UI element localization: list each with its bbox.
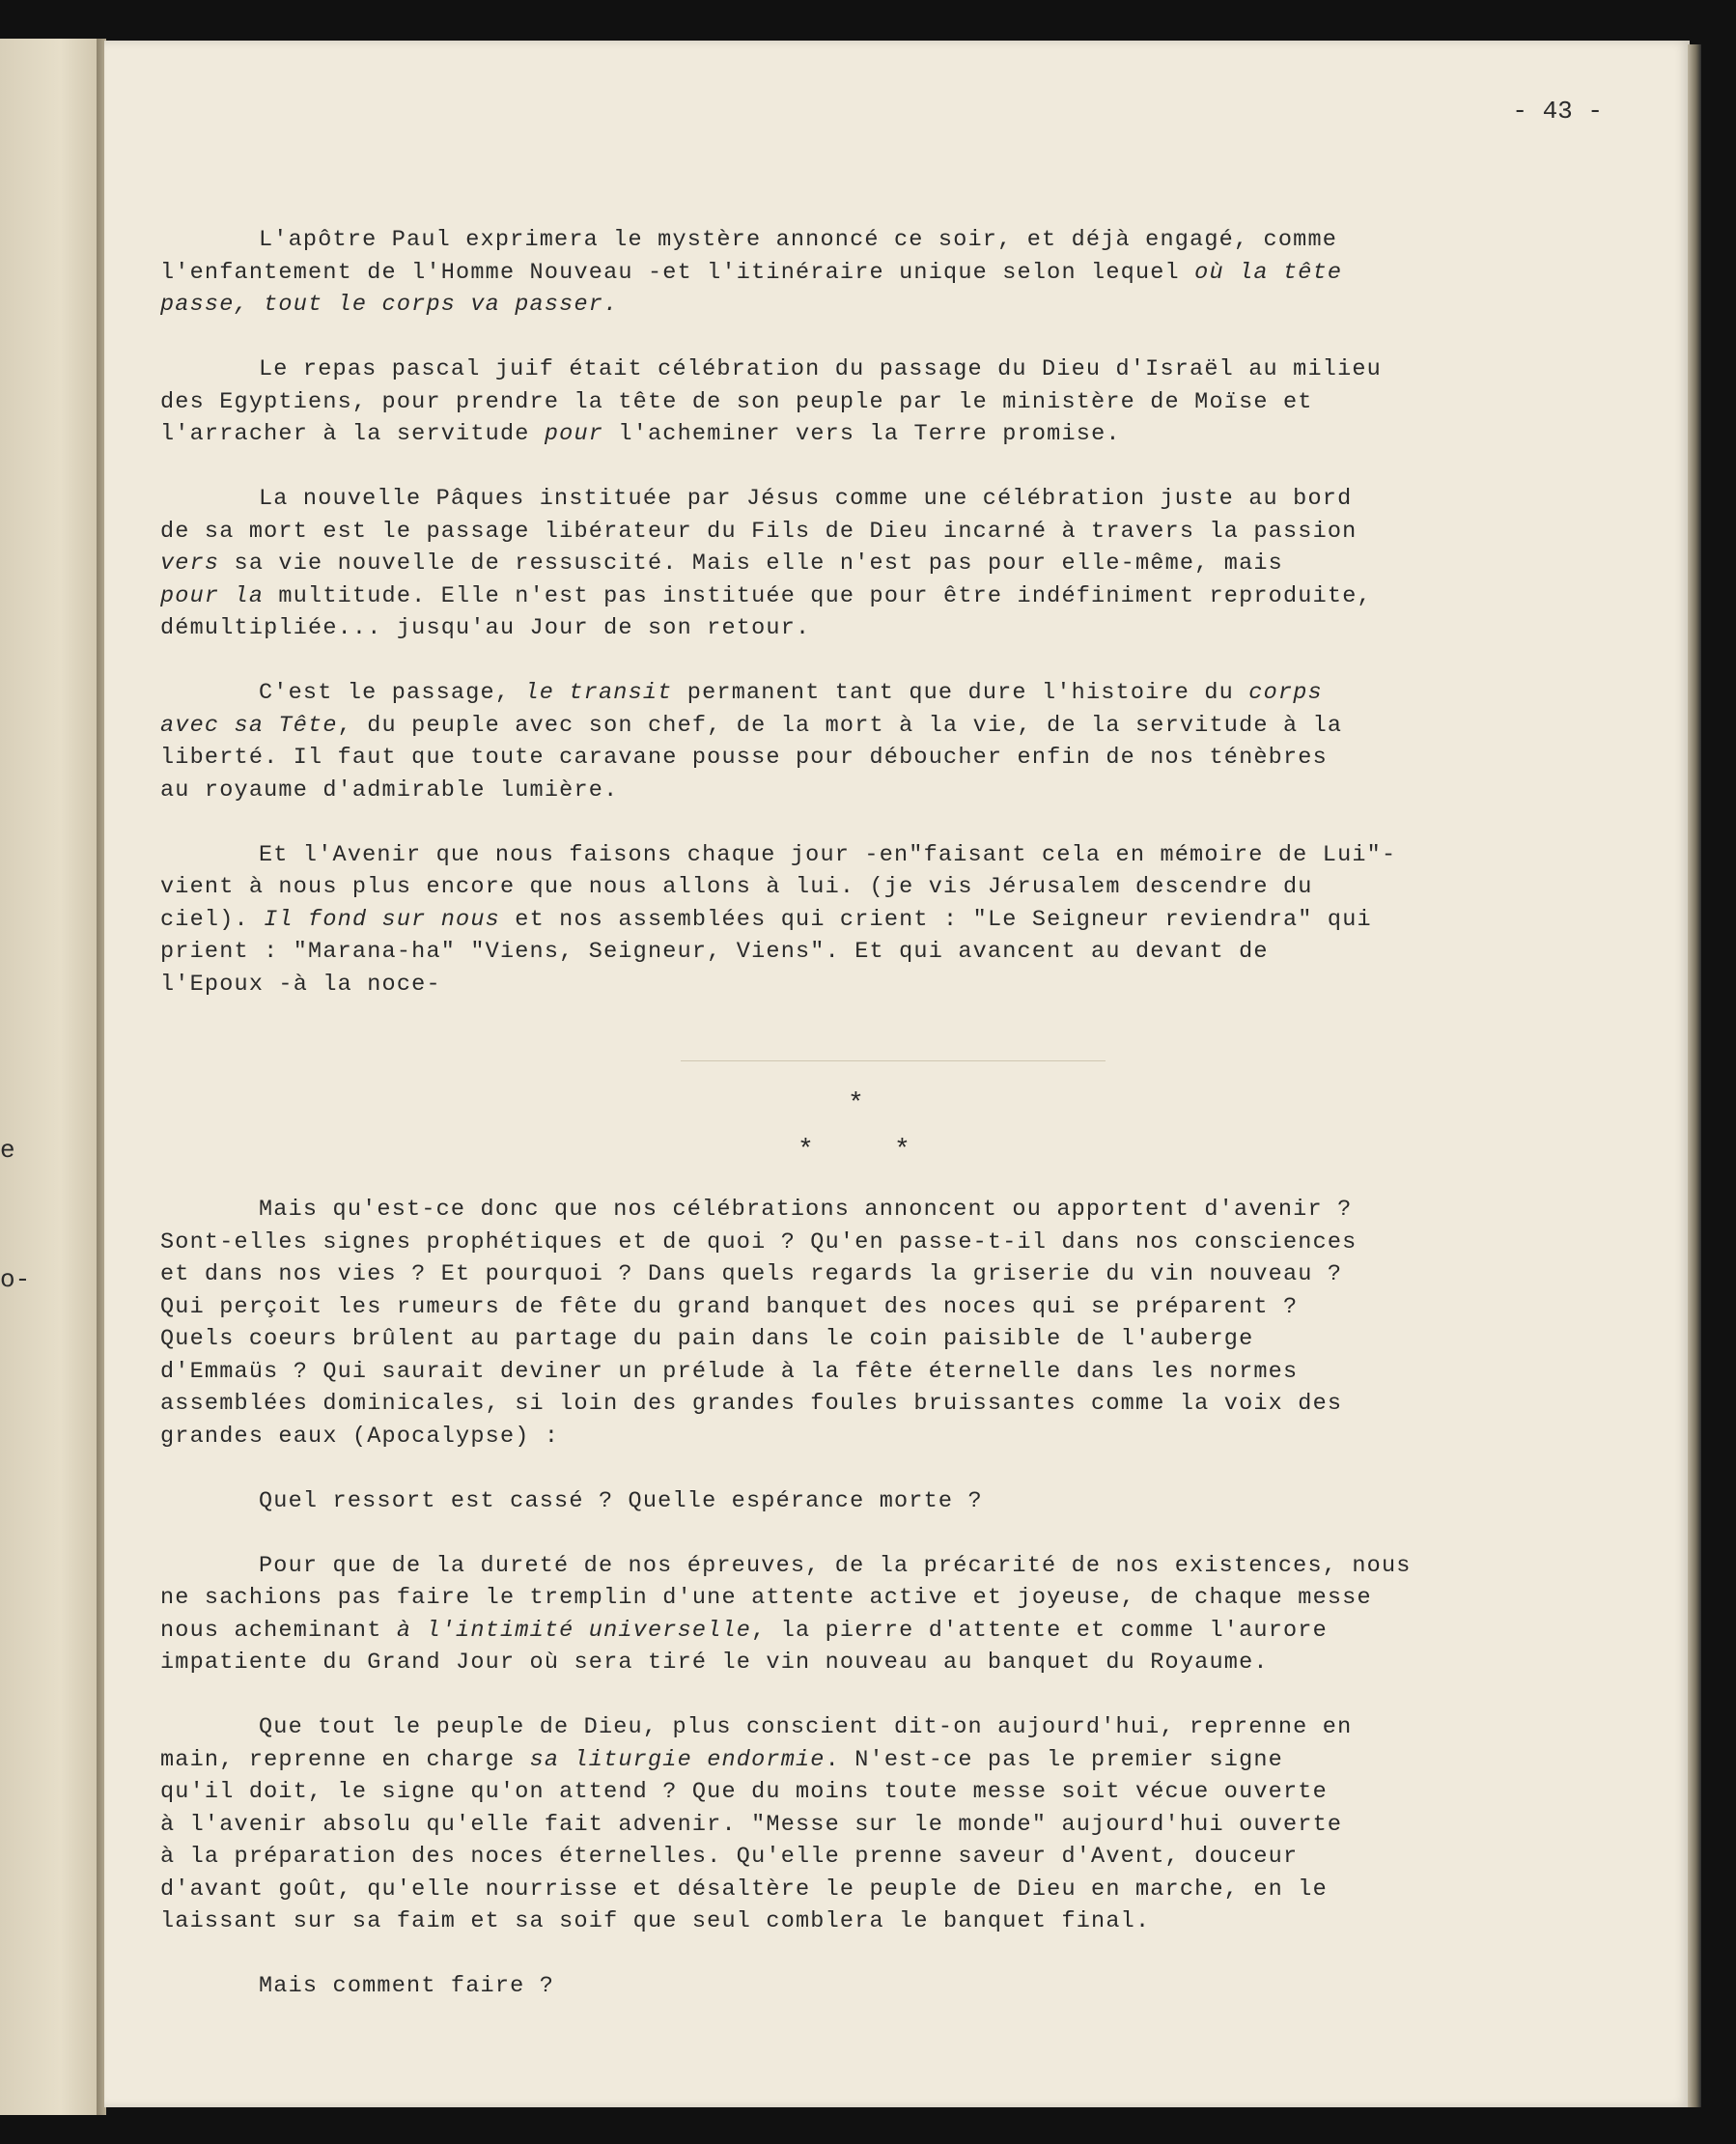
text-line [160,1744,1599,1777]
text-segment: Mais qu'est-ce donc que nos célébrations annoncent ou apportent d'avenir ? [259,1197,1353,1223]
italic-text: à l'intimité universelle [396,1617,752,1644]
text-segment: Que tout le peuple de Dieu, plus conscient dit-on aujourd'hui, reprenne en [259,1714,1353,1740]
italic-text: sa liturgie endormie [529,1746,826,1773]
asterisk: * [798,1136,814,1166]
italic-text: pour la [160,582,265,609]
text-line [160,1227,1599,1259]
text-segment: démultipliée... jusqu'au Jour de son retour. [160,615,811,641]
text-segment: vient à nous plus encore que nous allons à lui. (je vis Jérusalem descendre du [160,874,1313,900]
text-segment: multitude. Elle n'est pas instituée que pour être indéfiniment reproduite, [264,582,1372,609]
text-line [160,612,1599,645]
text-segment: prient : "Marana-ha" "Viens, Seigneur, Viens". Et qui avancent au devant de [160,939,1269,965]
text-segment: d'avant goût, qu'elle nourrisse et désaltère le peuple de Dieu en marche, en le [160,1876,1328,1903]
paragraph [160,1485,1599,1518]
section-divider [681,1060,1106,1061]
asterisk: * [894,1136,910,1166]
text-line [160,516,1599,549]
text-segment: La nouvelle Pâques instituée par Jésus comme une célébration juste au bord [259,486,1353,512]
text-segment: Quel ressort est cassé ? Quelle espérance morte ? [259,1487,983,1514]
italic-text: vers [160,550,220,577]
text-line [160,1615,1599,1648]
text-line [160,936,1599,969]
italic-text: où la tête [1194,259,1343,286]
text-line [160,904,1599,937]
italic-text: corps [1248,680,1323,706]
text-line [160,1485,1599,1518]
italic-text: avec sa Tête [160,712,338,739]
paragraph [160,483,1599,645]
text-line [160,580,1599,613]
text-segment: permanent tant que dure l'histoire du [672,680,1249,706]
text-segment: et nos assemblées qui crient : "Le Seigneur reviendra" qui [499,906,1372,933]
text-segment: Sont-elles signes prophétiques et de quoi ? Qu'en passe-t-il dans nos consciences [160,1228,1358,1255]
text-segment: d'Emmaüs ? Qui saurait deviner un prélude à la fête éternelle dans les normes [160,1358,1299,1385]
left-page-fragment: e [0,1136,15,1165]
text-line [160,386,1599,419]
text-line [160,1421,1599,1453]
text-segment: impatiente du Grand Jour où sera tiré le vin nouveau au banquet du Royaume. [160,1650,1269,1676]
text-line [160,1550,1599,1583]
text-line [160,1841,1599,1874]
text-line [160,548,1599,580]
text-line [160,418,1599,451]
text-line [160,775,1599,807]
text-segment: qu'il doit, le signe qu'on attend ? Que du moins toute messe soit vécue ouverte [160,1779,1328,1805]
asterisk: * [848,1089,864,1119]
text-segment: Et l'Avenir que nous faisons chaque jour -en"faisant cela en mémoire de Lui"- [259,841,1397,868]
text-line [160,1258,1599,1291]
text-segment: l'acheminer vers la Terre promise. [603,421,1121,447]
text-segment: de sa mort est le passage libérateur du Fils de Dieu incarné à travers la passion [160,518,1358,545]
text-line [160,742,1599,775]
text-line [160,839,1599,872]
italic-text: le transit [524,680,673,706]
text-segment: ne sachions pas faire le tremplin d'une attente active et joyeuse, de chaque messe [160,1585,1372,1611]
paragraph [160,1194,1599,1453]
text-line [160,1582,1599,1615]
text-line [160,257,1599,290]
text-segment: Quels coeurs brûlent au partage du pain dans le coin paisible de l'auberge [160,1326,1254,1352]
italic-text: passe, tout le corps va passer. [160,292,619,318]
paragraph [160,1970,1599,2003]
text-segment: ciel). [160,906,265,933]
text-segment: , du peuple avec son chef, de la mort à la vie, de la servitude à la [337,712,1343,739]
text-line [160,1194,1599,1227]
text-line [160,1776,1599,1809]
text-segment: L'apôtre Paul exprimera le mystère annoncé ce soir, et déjà engagé, comme [259,227,1338,253]
text-segment: . N'est-ce pas le premier signe [825,1746,1283,1773]
italic-text: Il fond sur nous [264,906,500,933]
text-line [160,710,1599,743]
separator-asterisks [753,1089,946,1167]
text-line [160,1970,1599,2003]
text-line [160,1711,1599,1744]
text-line [160,1809,1599,1842]
text-segment: main, reprenne en charge [160,1746,530,1773]
text-line [160,289,1599,322]
text-segment: Pour que de la dureté de nos épreuves, de la précarité de nos existences, nous [259,1552,1412,1579]
text-segment: C'est le passage, [259,680,525,706]
text-line [160,1323,1599,1356]
paragraph [160,1711,1599,1938]
paragraph [160,1550,1599,1679]
text-line [160,1905,1599,1938]
italic-text: pour [544,421,604,447]
text-segment: des Egyptiens, pour prendre la tête de son peuple par le ministère de Moïse et [160,388,1313,415]
text-segment: liberté. Il faut que toute caravane pousse pour déboucher enfin de nos ténèbres [160,745,1328,771]
text-segment: à l'avenir absolu qu'elle fait advenir. "Messe sur le monde" aujourd'hui ouverte [160,1811,1343,1838]
text-segment: Mais comment faire ? [259,1973,555,1999]
text-segment: , la pierre d'attente et comme l'aurore [751,1617,1328,1644]
text-segment: sa vie nouvelle de ressuscité. Mais elle n'est pas pour elle-même, mais [219,550,1283,577]
page-edge-shadow [1688,44,1701,2107]
text-line [160,483,1599,516]
text-line [160,1291,1599,1324]
text-segment: Le repas pascal juif était célébration du passage du Dieu d'Israël au milieu [259,356,1382,382]
text-line [160,1356,1599,1389]
text-line [160,1874,1599,1906]
text-line [160,1388,1599,1421]
text-segment: laissant sur sa faim et sa soif que seul comblera le banquet final. [160,1908,1151,1934]
text-segment: nous acheminant [160,1617,397,1644]
text-segment: grandes eaux (Apocalypse) : [160,1423,560,1450]
text-line [160,224,1599,257]
text-segment: et dans nos vies ? Et pourquoi ? Dans quels regards la griserie du vin nouveau ? [160,1261,1343,1287]
text-line [160,353,1599,386]
text-segment: assemblées dominicales, si loin des grandes foules bruissantes comme la voix des [160,1391,1343,1417]
text-line [160,871,1599,904]
paragraph [160,677,1599,806]
left-page-fragment: o- [0,1265,31,1294]
page-number: - 43 - [1512,97,1603,126]
text-segment: Qui perçoit les rumeurs de fête du grand banquet des noces qui se préparent ? [160,1293,1299,1320]
text-segment: l'enfantement de l'Homme Nouveau -et l'itinéraire unique selon lequel [160,259,1195,286]
text-segment: au royaume d'admirable lumière. [160,776,619,804]
text-segment: l'Epoux -à la noce- [160,971,441,998]
paragraph [160,224,1599,322]
left-page-edge [0,39,100,2115]
text-line [160,969,1599,1001]
text-line [160,677,1599,710]
text-line [160,1647,1599,1679]
paragraph [160,353,1599,451]
text-segment: à la préparation des noces éternelles. Qu'elle prenne saveur d'Avent, douceur [160,1844,1299,1870]
text-segment: l'arracher à la servitude [160,421,545,447]
paragraph [160,839,1599,1001]
